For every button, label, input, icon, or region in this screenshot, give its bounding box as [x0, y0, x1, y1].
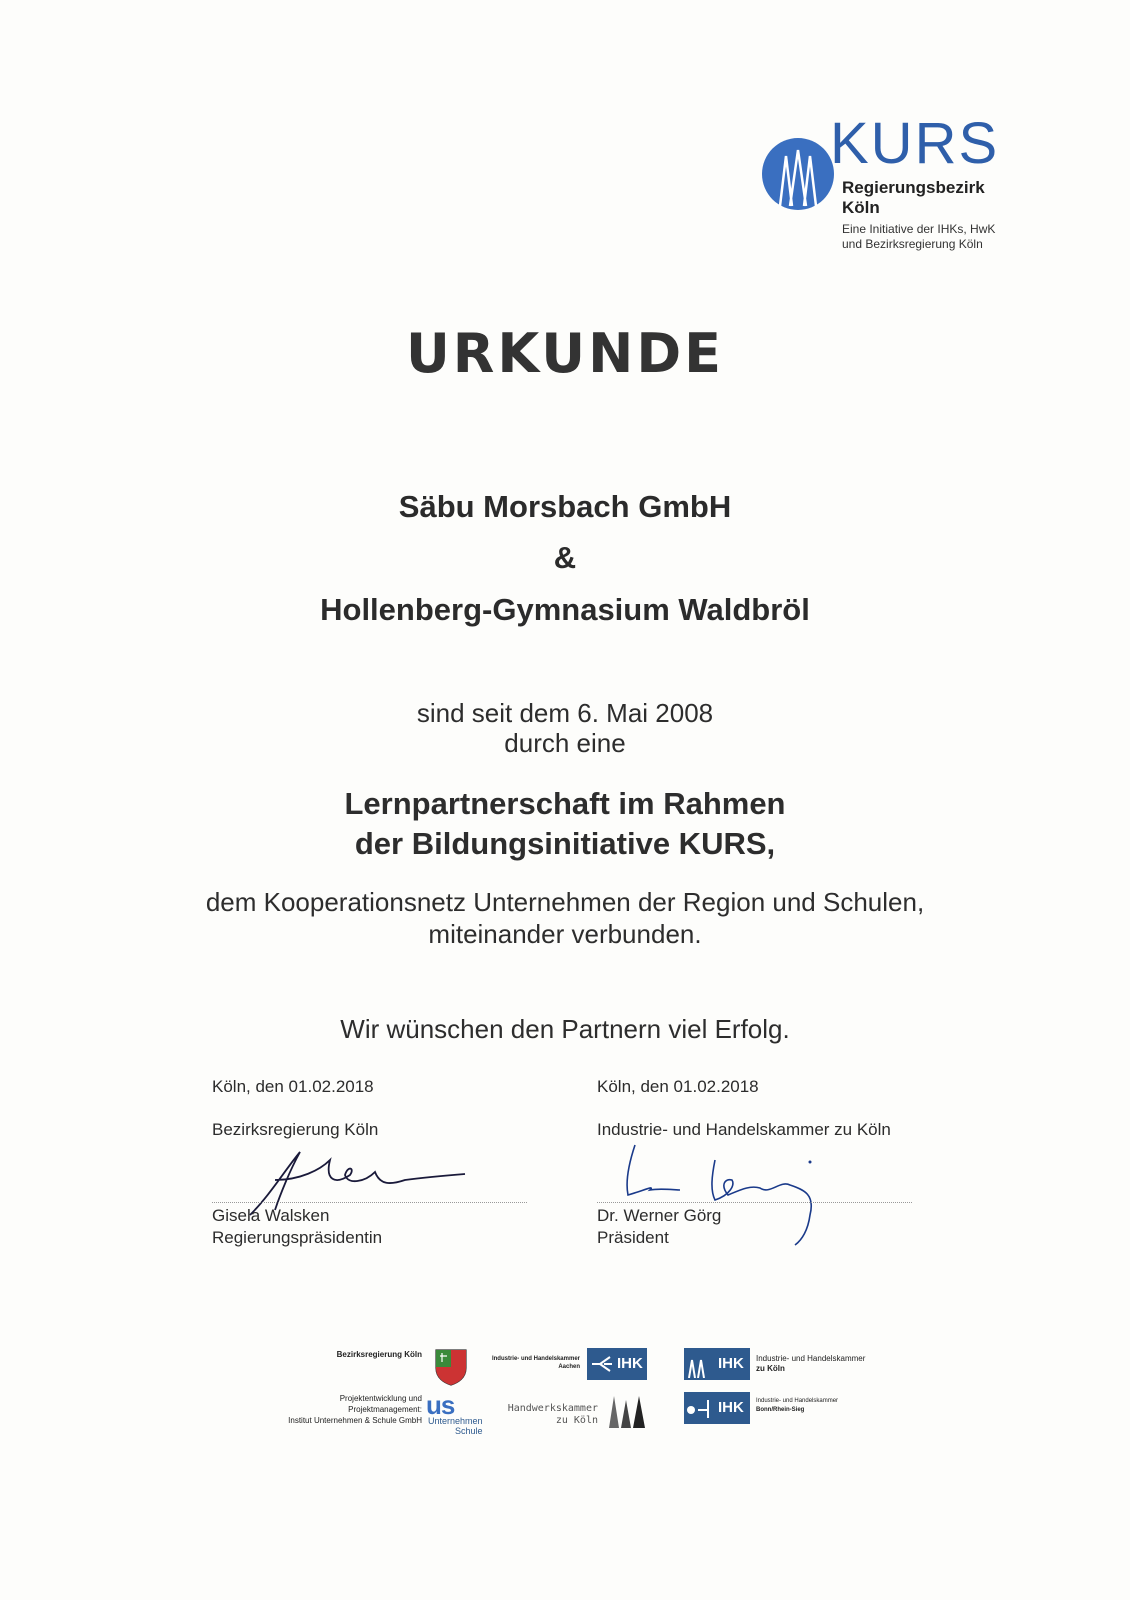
network-line1: dem Kooperationsnetz Unternehmen der Region und Schulen,: [205, 887, 925, 917]
certificate-title: URKUNDE: [405, 322, 725, 385]
partnership-line1: Lernpartnerschaft im Rahmen: [344, 786, 786, 821]
logo-tagline-line2: und Bezirksregierung Köln: [842, 237, 983, 251]
ihk-bonn-line2: Bonn/Rhein-Sieg: [756, 1407, 805, 1413]
through-line: durch eine: [504, 728, 626, 758]
us-logo-line1: Unternehmen: [428, 1416, 483, 1426]
ihk-aachen-label: IHK: [617, 1355, 643, 1372]
ihk-bonn-logo: [684, 1392, 750, 1424]
footer-projekt-line1: Projektentwicklung und: [339, 1394, 422, 1403]
network-line2: miteinander verbunden.: [428, 919, 702, 949]
ihk-aachen-line2: Aachen: [558, 1364, 580, 1370]
left-signer-name: Gisela Walsken: [212, 1206, 330, 1225]
hwk-line2: zu Köln: [555, 1415, 598, 1426]
partner-school: Hollenberg-Gymnasium Waldbröl: [320, 592, 810, 627]
right-signer-role: Präsident: [597, 1228, 669, 1247]
right-place-date: Köln, den 01.02.2018: [597, 1077, 759, 1096]
us-logo-line2: Schule: [455, 1426, 483, 1436]
ihk-bonn-line1: Industrie- und Handelskammer: [756, 1398, 839, 1404]
left-signer-role: Regierungspräsidentin: [212, 1228, 383, 1247]
left-institution: Bezirksregierung Köln: [212, 1120, 379, 1139]
partner-company: Säbu Morsbach GmbH: [398, 489, 732, 524]
wish-line: Wir wünschen den Partnern viel Erfolg.: [340, 1014, 790, 1044]
kurs-wordmark: KURS: [830, 111, 1000, 176]
ihk-aachen-logo: [587, 1348, 647, 1380]
kurs-cathedral-circle-icon: [760, 136, 836, 212]
hwk-cathedral-icon: [606, 1394, 648, 1428]
partner-connector: &: [553, 540, 577, 575]
hwk-line1: Handwerkskammer: [507, 1403, 598, 1414]
footer-projekt-line2: Projektmanagement:: [348, 1405, 422, 1414]
kurs-logo: [776, 111, 1036, 258]
right-signer-name: Dr. Werner Görg: [597, 1206, 722, 1225]
unternehmen-schule-logo: us: [426, 1390, 455, 1420]
ihk-koeln-line2: zu Köln: [756, 1364, 785, 1373]
logo-tagline-line1: Eine Initiative der IHKs, HwK: [842, 222, 996, 236]
nrw-coat-of-arms-icon: [434, 1348, 468, 1386]
logo-region-line1: Regierungsbezirk: [842, 178, 985, 197]
ihk-koeln-cathedral-icon: [686, 1358, 708, 1378]
logo-region-line2: Köln: [842, 198, 880, 217]
since-line: sind seit dem 6. Mai 2008: [416, 698, 714, 728]
partnership-line2: der Bildungsinitiative KURS,: [354, 826, 776, 861]
right-institution: Industrie- und Handelskammer zu Köln: [597, 1120, 891, 1139]
ihk-bonn-symbol-icon: [686, 1398, 716, 1418]
right-signature-line: [597, 1202, 912, 1203]
footer-bezreg-label: Bezirksregierung Köln: [336, 1350, 422, 1359]
ihk-aachen-line1: Industrie- und Handelskammer: [491, 1356, 580, 1362]
left-place-date: Köln, den 01.02.2018: [212, 1077, 374, 1096]
ihk-koeln-line1: Industrie- und Handelskammer: [756, 1354, 866, 1363]
ihk-koeln-logo: [684, 1348, 750, 1380]
ihk-koeln-label: IHK: [718, 1355, 744, 1372]
ihk-aachen-symbol-icon: [590, 1354, 614, 1374]
footer-projekt-line3: Institut Unternehmen & Schule GmbH: [288, 1416, 422, 1425]
left-signature-line: [212, 1202, 527, 1203]
ihk-bonn-label: IHK: [718, 1399, 744, 1416]
